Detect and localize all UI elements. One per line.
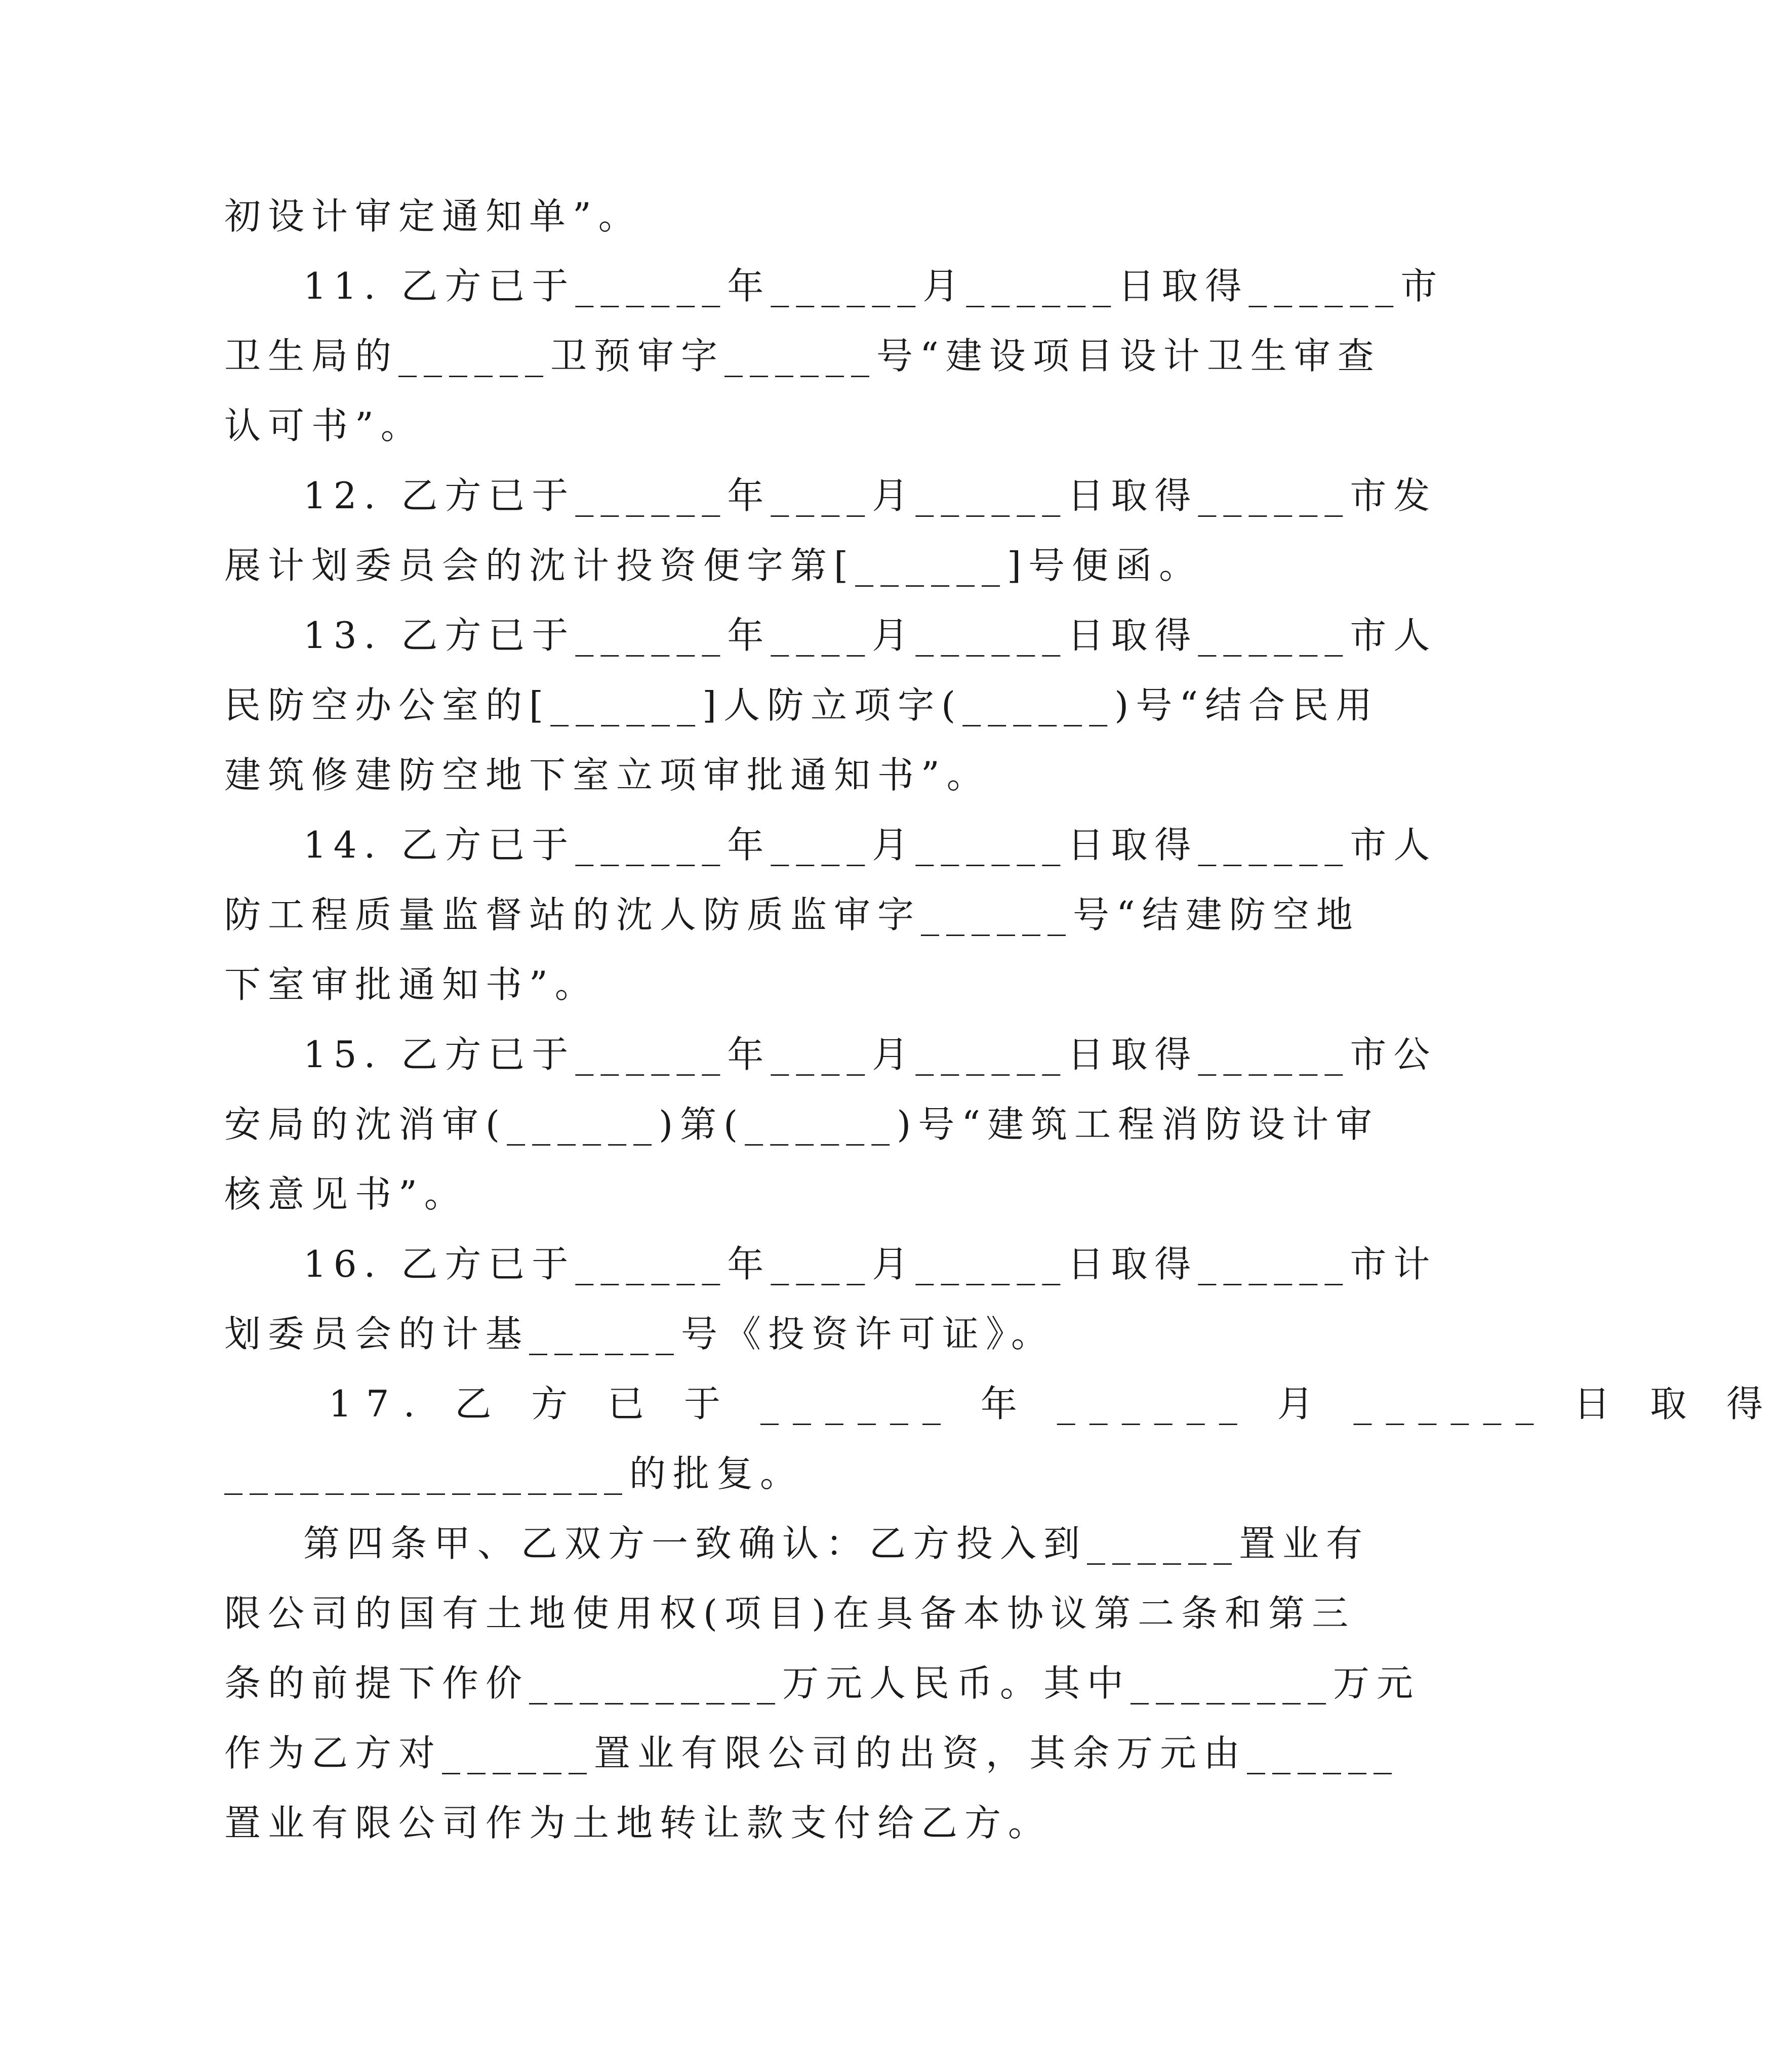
text-line: 划委员会的计基______号《投资许可证》。 (224, 1313, 1055, 1355)
text-line: 置业有限公司作为土地转让款支付给乙方。 (224, 1802, 1052, 1844)
text-line: 民防空办公室的[______]人防立项字(______)号“结合民用 (224, 684, 1380, 726)
clause-16-line: 16. 乙方已于______年____月______日取得______市计 (303, 1243, 1437, 1285)
article-4-line: 第四条甲、乙双方一致确认：乙方投入到______置业有 (303, 1522, 1370, 1565)
clause-13-line: 13. 乙方已于______年____月______日取得______市人 (303, 614, 1437, 657)
text-line: 作为乙方对______置业有限公司的出资，其余万元由______ (224, 1732, 1399, 1774)
text-line: 卫生局的______卫预审字______号“建设项目设计卫生审查 (224, 335, 1381, 377)
text-line: 防工程质量监督站的沈人防质监审字______号“结建防空地 (224, 893, 1360, 936)
text-line: 展计划委员会的沈计投资便字第[______]号便函。 (224, 544, 1203, 587)
clause-14-line: 14. 乙方已于______年____月______日取得______市人 (303, 824, 1437, 866)
text-line: 核意见书”。 (224, 1173, 468, 1215)
text-line: ________________的批复。 (224, 1452, 804, 1495)
text-line: 下室审批通知书”。 (224, 963, 598, 1006)
text-line: 限公司的国有土地使用权(项目)在具备本协议第二条和第三 (224, 1592, 1356, 1635)
text-line: 建筑修建防空地下室立项审批通知书”。 (224, 754, 990, 796)
clause-12-line: 12. 乙方已于______年____月______日取得______市发 (303, 474, 1437, 517)
text-line: 初设计审定通知单”。 (224, 195, 642, 237)
clause-15-line: 15. 乙方已于______年____月______日取得______市公 (303, 1033, 1437, 1076)
clause-17-line: 17. 乙 方 已 于 ______ 年 ______ 月 ______ 日 取 得 (329, 1383, 1777, 1425)
text-line: 安局的沈消审(______)第(______)号“建筑工程消防设计审 (224, 1103, 1380, 1146)
text-line: 认可书”。 (224, 404, 424, 447)
clause-11-line: 11. 乙方已于______年______月______日取得______市 (303, 265, 1444, 307)
text-line: 条的前提下作价__________万元人民币。其中________万元 (224, 1662, 1421, 1704)
